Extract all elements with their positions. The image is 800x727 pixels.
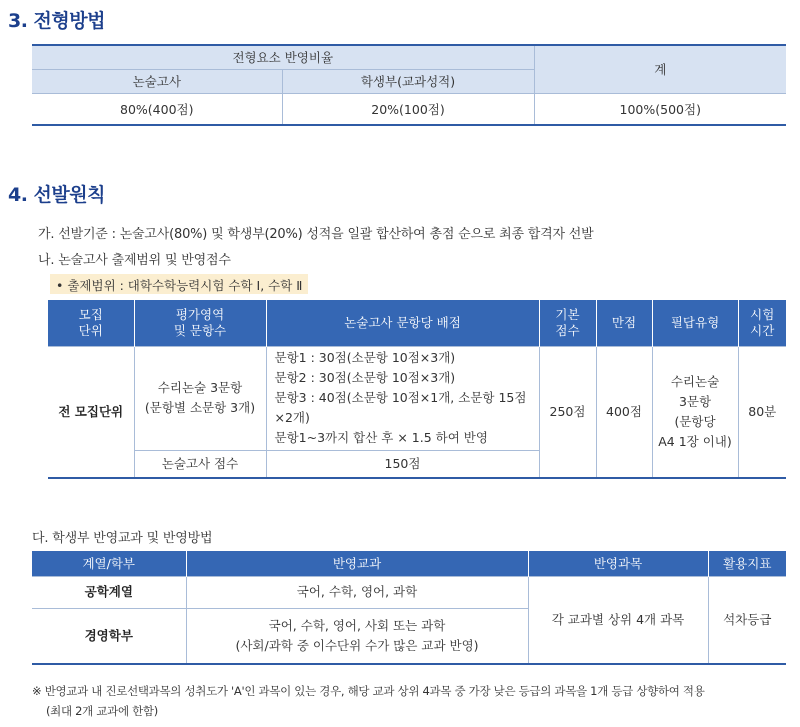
ratio-group-header: 전형요소 반영비율	[32, 45, 534, 69]
answer-type-cell: 수리논술 3문항 (문항당 A4 1장 이내)	[652, 346, 738, 478]
header-base: 기본 점수	[539, 300, 596, 346]
dept-cell: 공학계열	[32, 576, 186, 608]
header-unit: 모집 단위	[48, 300, 134, 346]
courses-cell: 각 교과별 상위 4개 과목	[528, 576, 708, 664]
criteria-line: 가. 선발기준 : 논술고사(80%) 및 학생부(20%) 성적을 일괄 합산하여 총점 순으로 최종 합격자 선발	[38, 227, 594, 242]
max-score-cell: 400점	[596, 346, 652, 478]
header-time: 시험 시간	[738, 300, 786, 346]
header-dept: 계열/학부	[32, 551, 186, 576]
score-label-cell: 논술고사 점수	[134, 450, 266, 478]
record-method-line: 다. 학생부 반영교과 및 반영방법	[32, 531, 213, 546]
footnote-continued: (최대 2개 교과에 한함)	[46, 704, 158, 718]
total-header: 계	[534, 45, 786, 93]
scope-highlight: • 출제범위 : 대학수학능력시험 수학 Ⅰ, 수학 Ⅱ	[50, 274, 308, 294]
header-answer-type: 필답유형	[652, 300, 738, 346]
index-cell: 석차등급	[708, 576, 786, 664]
subjects-cell: 국어, 수학, 영어, 사회 또는 과학 (사회/과학 중 이수단위 수가 많은 교과 반영)	[186, 608, 528, 664]
header-max: 만점	[596, 300, 652, 346]
record-table	[32, 551, 786, 665]
header-courses: 반영과목	[528, 551, 708, 576]
section-4-title: 4. 선발원칙	[8, 184, 105, 206]
selection-method-table	[32, 44, 786, 126]
essay-scope-line: 나. 논술고사 출제범위 및 반영점수	[38, 253, 231, 268]
area-cell: 수리논술 3문항 (문항별 소문항 3개)	[134, 346, 266, 450]
header-points: 논술고사 문항당 배점	[266, 300, 539, 346]
header-index: 활용지표	[708, 551, 786, 576]
unit-cell: 전 모집단위	[48, 346, 134, 478]
record-header: 학생부(교과성적)	[282, 69, 534, 93]
section-3-title: 3. 전형방법	[8, 10, 105, 32]
essay-header: 논술고사	[32, 69, 282, 93]
essay-score-table	[48, 300, 786, 479]
time-cell: 80분	[738, 346, 786, 478]
header-area: 평가영역 및 문항수	[134, 300, 266, 346]
header-subjects: 반영교과	[186, 551, 528, 576]
essay-value: 80%(400점)	[32, 93, 282, 125]
base-score-cell: 250점	[539, 346, 596, 478]
score-value-cell: 150점	[266, 450, 539, 478]
total-value: 100%(500점)	[534, 93, 786, 125]
subjects-cell: 국어, 수학, 영어, 과학	[186, 576, 528, 608]
footnote: ※ 반영교과 내 진로선택과목의 성취도가 'A'인 과목이 있는 경우, 해당 교과 상위 4과목 중 가장 낮은 등급의 과목을 1개 등급 상향하여 적용	[32, 684, 705, 698]
record-value: 20%(100점)	[282, 93, 534, 125]
points-cell: 문항1 : 30점(소문항 10점×3개) 문항2 : 30점(소문항 10점×3개) 문항3 : 40점(소문항 10점×1개, 소문항 15점×2개) 문항1~3까지 합산 후 × 1.5 하여 반영	[266, 346, 539, 450]
dept-cell: 경영학부	[32, 608, 186, 664]
